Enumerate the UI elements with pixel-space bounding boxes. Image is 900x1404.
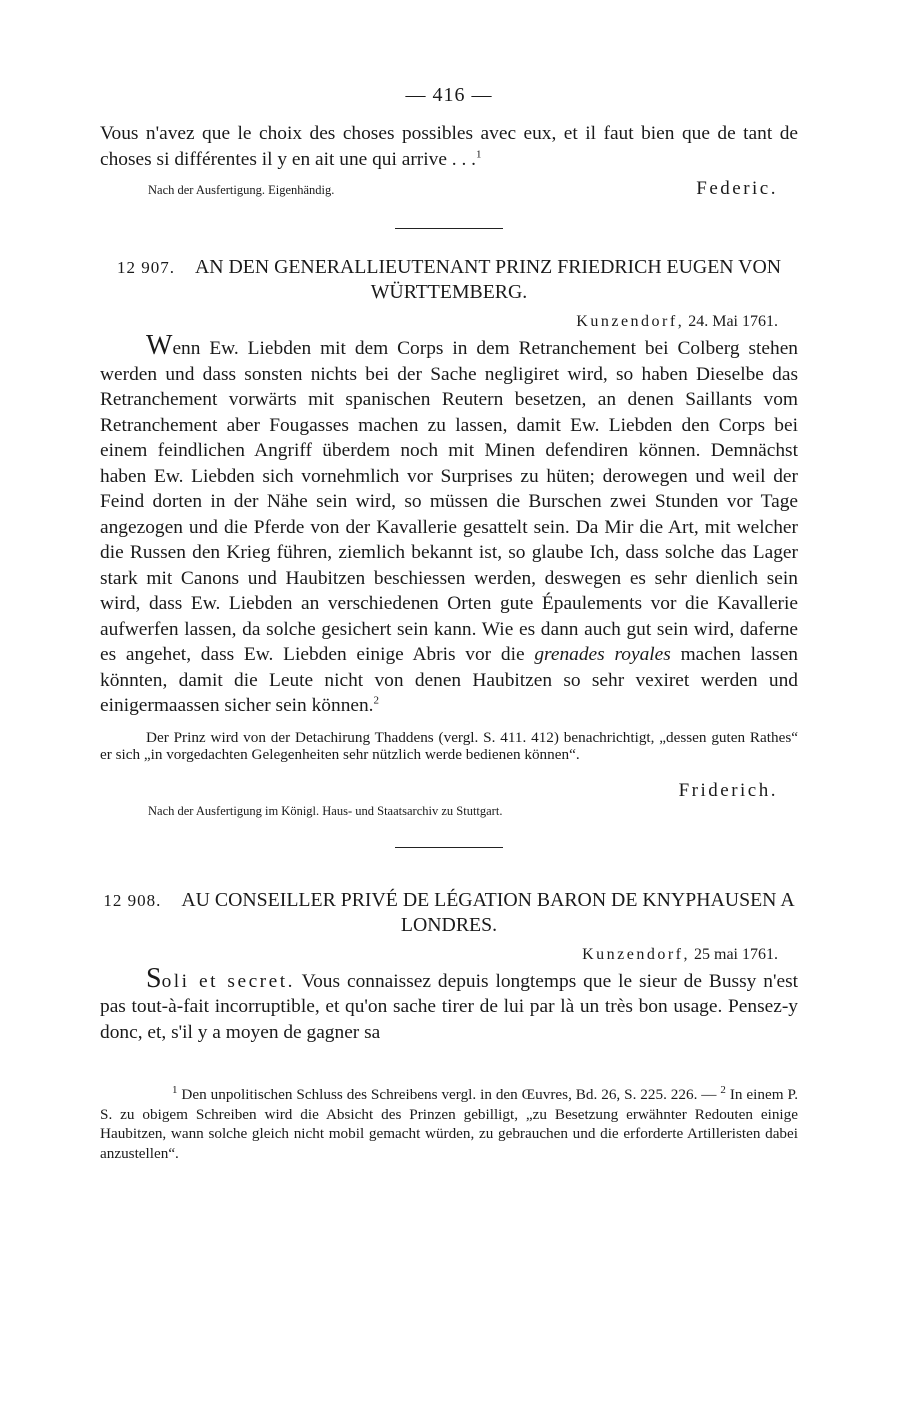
letter-12907-number: 12 907. — [116, 258, 175, 277]
section-divider — [395, 847, 503, 848]
continuation-text: Vous n'avez que le choix des choses possibles avec eux, et il faut bien que de tant de choses si différentes il y en ait une qui arrive . . . — [100, 123, 798, 170]
letter-12907-date: 24. Mai 1761. — [688, 313, 778, 330]
page-number: — 416 — — [405, 84, 493, 106]
footnote-ref-2: 2 — [373, 694, 380, 707]
letter-12907-place: Kunzendorf, — [576, 313, 685, 330]
section-divider — [395, 228, 503, 229]
letter-12907-body-part1: enn Ew. Liebden mit dem Corps in dem Retranchement bei Colberg stehen werden und dass sonsten nichts bei der Sache negligiret wird, so haben Dieselbe das Retranchement vorwärts mit spanischen Reutern besetzen, an denen Saillants vom Retranchement aber Fougasses machen zu lassen, damit Ew. Liebden den Corps bei einem feindlichen Angriff überdem noch mit Minen defendiren können. Demnächst haben Ew. Liebden sich vornehmlich vor Surprises zu hüten; derowegen und weil der Feind dorten in der Nähe sein wird, so müssen die Burschen zwei Stunden vor Tage angezogen und die Pferde von der Kavallerie gesattelt sein. Da Mir die Art, mit welcher die Russen den Krieg führen, ziemlich bekannt ist, so glaube Ich, dass solche das Lager stark mit Canons und Haubitzen beschiessen werden, deswegen es sehr dienlich sein wird, dass Ew. Liebden an verschiedenen Orten gute Épaulements vor die Kavallerie aufwerfen lassen, da solche gesichert sein kann. Wie es dann auch gut sein wird, daferne es angehet, dass Ew. Liebden einige Abris vor die — [100, 338, 798, 665]
letter-12908-place: Kunzendorf, — [582, 945, 690, 963]
letter-12908-title: AU CONSEILLER PRIVÉ DE LÉGATION BARON DE KNYPHAUSEN A LONDRES. — [181, 888, 795, 936]
letter-12908-dateline — [100, 946, 798, 964]
footnote-ref-1: 1 — [476, 148, 482, 161]
letter-12908-body-text: Vous connaissez depuis longtemps que le sieur de Bussy n'est pas tout-à-fait incorruptible, et qu'on sache tirer de lui par là un très bon usage. Pensez-y donc, et, s'il y a moyen de gagner sa — [100, 970, 799, 1043]
footnotes — [100, 1085, 798, 1163]
letter-12908-date: 25 mai 1761. — [694, 945, 778, 963]
footnote-1-text: Den unpolitischen Schluss des Schreibens vergl. in den Œuvres, Bd. 26, S. 225. 226. — — [181, 1086, 717, 1103]
footnote-2-mark: 2 — [720, 1083, 726, 1096]
letter-12908-opening: oli et secret. — [161, 970, 295, 992]
letter-12907-signature: Friderich. — [678, 779, 778, 801]
letter-12907-body-part2: machen lassen könnten, damit die Leute nicht von denen Haubitzen so sehr vexiret werden und einigermaassen sicher sein können. — [100, 644, 798, 716]
continuation-source-note: Nach der Ausfertigung. Eigenhändig. — [148, 183, 335, 197]
continuation-signature: Federic. — [696, 178, 778, 199]
letter-12907-body — [100, 330, 798, 719]
letter-12907-initial: W — [146, 330, 173, 361]
footnote-block — [100, 1085, 798, 1163]
document-page — [100, 84, 798, 1163]
letter-12907-body-italic: grenades royales — [534, 644, 671, 665]
letter-12908-number: 12 908. — [103, 890, 162, 910]
letter-12907-note: Der Prinz wird von der Detachirung Thaddens (vergl. S. 411. 412) benachrichtigt, „dessen guten Rathes“ er sich „in vorgedachten Gelegenheiten sehr nützlich werde bedienen können“. — [100, 728, 798, 763]
letter-12908-heading — [100, 888, 798, 938]
continuation-signature-row — [100, 178, 798, 200]
letter-12907-title: AN DEN GENERALLIEUTENANT PRINZ FRIEDRICH EUGEN VON WÜRTTEMBERG. — [194, 256, 782, 303]
letter-12908-body — [100, 962, 799, 1046]
letter-12907-source-note: Nach der Ausfertigung im Königl. Haus- und Staatsarchiv zu Stuttgart. — [148, 803, 503, 818]
continuation-paragraph — [100, 121, 798, 172]
letter-12907-heading — [100, 255, 798, 305]
footnote-1-mark: 1 — [172, 1083, 178, 1096]
footnote-2-text: In einem P. S. zu obigem Schreiben wird die Absicht des Prinzen gebilligt, „zu Besetzung erwähnter Redouten einige Haubitzen, wann solche gleich nicht mobil gemacht würden, zu gebrauchen und die erforderte Artilleristen dabei anzustellen“. — [100, 1086, 799, 1162]
letter-12908-initial: S — [146, 962, 162, 994]
letter-12907-dateline — [100, 313, 798, 331]
